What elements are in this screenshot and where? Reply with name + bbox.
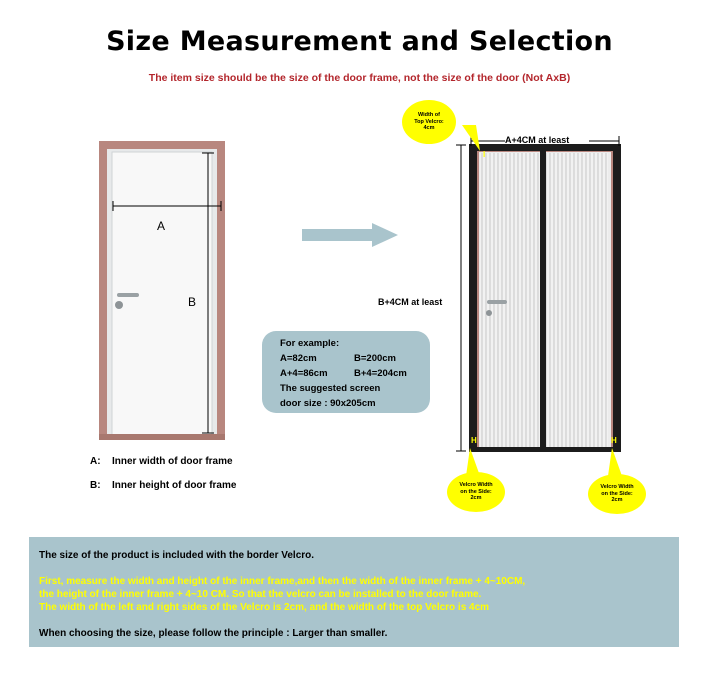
arrow-right-icon: [300, 222, 400, 248]
info-line-3: the height of the inner frame + 4~10 CM. So that the velcro can be installed to the door frame.: [39, 589, 482, 600]
info-line-1: The size of the product is included with the border Velcro.: [39, 550, 315, 561]
example-a-plus: A+4=86cm: [280, 368, 328, 379]
top-velcro-pointer: [460, 125, 484, 153]
info-line-5: When choosing the size, please follow the principle : Larger than smaller.: [39, 628, 388, 639]
door-handle: [117, 293, 139, 297]
left-velcro-marker: H: [471, 436, 477, 445]
legend-item-a: A: Inner width of door frame: [90, 456, 233, 467]
example-box: [262, 331, 430, 413]
dimension-a-label: A: [157, 219, 166, 233]
example-a: A=82cm: [280, 353, 317, 364]
info-line-2: First, measure the width and height of the inner frame,and then the width of the inner frame + 4~10CM,: [39, 576, 526, 587]
door-illustration: [95, 138, 235, 443]
page-title: Size Measurement and Selection: [106, 26, 613, 57]
height-dimension-label: B+4CM at least: [378, 297, 443, 307]
mesh-panel-right: [545, 153, 608, 447]
legend-item-b: B: Inner height of door frame: [90, 480, 237, 491]
example-b: B=200cm: [354, 353, 396, 364]
info-line-4: The width of the left and right sides of the Velcro is 2cm, and the width of the top Velcro is 4cm: [39, 602, 490, 613]
right-velcro-callout: Velcro Width on the Side: 2cm: [588, 474, 646, 514]
width-dimension-label: A+4CM at least: [505, 135, 570, 145]
example-suggest-line2: door size : 90x205cm: [280, 398, 376, 409]
right-velcro-marker: H: [611, 436, 617, 445]
door-lock: [115, 301, 123, 309]
example-b-plus: B+4=204cm: [354, 368, 407, 379]
top-velcro-callout: Width of Top Velcro: 4cm: [402, 100, 456, 144]
example-heading: For example:: [280, 338, 340, 349]
page-subtitle: The item size should be the size of the door frame, not the size of the door (Not AxB): [148, 72, 571, 84]
top-velcro-marker: I: [483, 150, 486, 159]
height-dimension-line: [455, 143, 467, 453]
example-suggest-line1: The suggested screen: [280, 383, 381, 394]
info-panel: [29, 537, 679, 647]
left-velcro-callout: Velcro Width on the Side: 2cm: [447, 472, 505, 512]
screen-door-illustration: [465, 140, 625, 455]
dimension-b-label: B: [188, 295, 197, 309]
